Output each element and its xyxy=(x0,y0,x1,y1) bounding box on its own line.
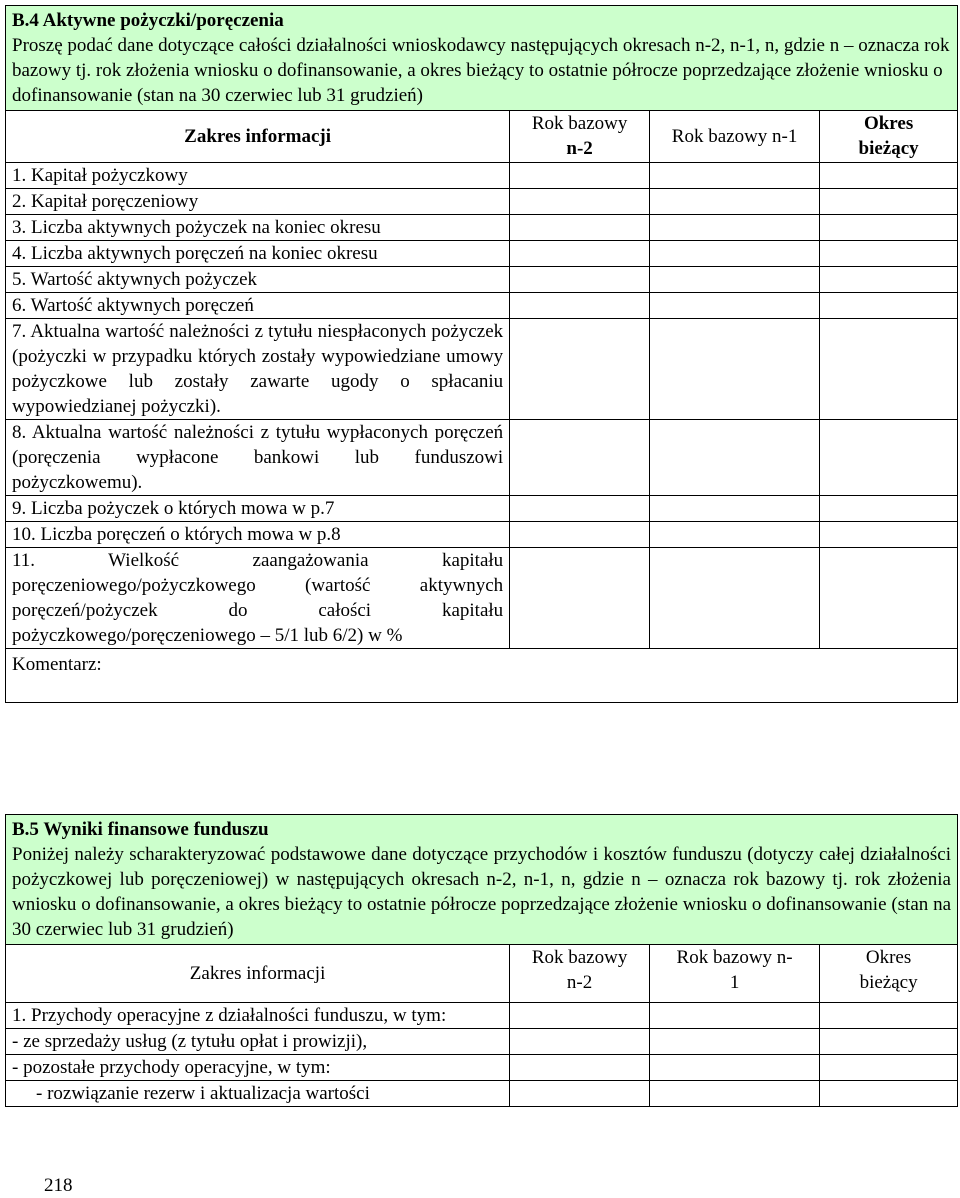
cell-n1[interactable] xyxy=(650,293,820,319)
cell-n2[interactable] xyxy=(510,319,650,420)
table-row-label: - ze sprzedaży usług (z tytułu opłat i prowizji), xyxy=(6,1029,510,1055)
cell-current[interactable] xyxy=(820,1003,958,1029)
table-row-label: 1. Przychody operacyjne z działalności funduszu, w tym: xyxy=(6,1003,510,1029)
section-b5-title: B.5 Wyniki finansowe funduszu xyxy=(12,819,269,840)
section-b4-intro: Proszę podać dane dotyczące całości działalności wnioskodawcy następujących okresach n-2, n-1, n, gdzie n – oznacza rok bazowy tj. rok złożenia wniosku o dofinansowanie, a okres bieżący to ostatnie półrocze poprzedzające złożenie wniosku o dofinansowanie (stan na 30 czerwiec lub 31 grudzień) xyxy=(12,35,950,106)
table-row-label: 3. Liczba aktywnych pożyczek na koniec okresu xyxy=(6,215,510,241)
header-col-n2: Rok bazowy n-2 xyxy=(510,945,650,1003)
cell-n2[interactable] xyxy=(510,1081,650,1107)
table-row-label: 6. Wartość aktywnych poręczeń xyxy=(6,293,510,319)
header-col-current: Okres bieżący xyxy=(820,111,958,163)
table-row-label: 8. Aktualna wartość należności z tytułu wypłaconych poręczeń (poręczenia wypłacone bankowi lub funduszowi pożyczkowemu). xyxy=(6,420,510,496)
table-row-label: - pozostałe przychody operacyjne, w tym: xyxy=(6,1055,510,1081)
cell-current[interactable] xyxy=(820,1029,958,1055)
cell-current[interactable] xyxy=(820,1055,958,1081)
table-row-label: 7. Aktualna wartość należności z tytułu niespłaconych pożyczek (pożyczki w przypadku których zostały wypowiedziane umowy pożyczkowe lub zostały zawarte ugody o spłacaniu wypowiedzianej pożyczki). xyxy=(6,319,510,420)
cell-current[interactable] xyxy=(820,293,958,319)
header-scope: Zakres informacji xyxy=(6,945,510,1003)
comment-label: Komentarz: xyxy=(12,654,102,675)
table-row-label: 4. Liczba aktywnych poręczeń na koniec okresu xyxy=(6,241,510,267)
cell-n1[interactable] xyxy=(650,1081,820,1107)
cell-n1[interactable] xyxy=(650,189,820,215)
cell-current[interactable] xyxy=(820,496,958,522)
cell-n2[interactable] xyxy=(510,1029,650,1055)
cell-n2[interactable] xyxy=(510,1003,650,1029)
header-col-n1: Rok bazowy n-1 xyxy=(650,111,820,163)
cell-current[interactable] xyxy=(820,1081,958,1107)
table-row-label: 1. Kapitał pożyczkowy xyxy=(6,163,510,189)
header-col-n1: Rok bazowy n- 1 xyxy=(650,945,820,1003)
cell-n2[interactable] xyxy=(510,267,650,293)
section-b4-header xyxy=(6,6,958,111)
section-b4-title: B.4 Aktywne pożyczki/poręczenia xyxy=(12,10,284,31)
cell-current[interactable] xyxy=(820,163,958,189)
cell-n1[interactable] xyxy=(650,267,820,293)
cell-n1[interactable] xyxy=(650,1029,820,1055)
cell-current[interactable] xyxy=(820,548,958,649)
cell-current[interactable] xyxy=(820,319,958,420)
comment-field[interactable] xyxy=(6,649,958,703)
cell-current[interactable] xyxy=(820,522,958,548)
table-row-label: 9. Liczba pożyczek o których mowa w p.7 xyxy=(6,496,510,522)
cell-current[interactable] xyxy=(820,189,958,215)
cell-current[interactable] xyxy=(820,241,958,267)
cell-n2[interactable] xyxy=(510,548,650,649)
cell-n2[interactable] xyxy=(510,420,650,496)
cell-n2[interactable] xyxy=(510,241,650,267)
table-row-label: 2. Kapitał poręczeniowy xyxy=(6,189,510,215)
cell-current[interactable] xyxy=(820,267,958,293)
cell-n1[interactable] xyxy=(650,1003,820,1029)
cell-n2[interactable] xyxy=(510,189,650,215)
cell-n1[interactable] xyxy=(650,420,820,496)
cell-n1[interactable] xyxy=(650,241,820,267)
section-b4-table xyxy=(5,5,958,703)
cell-n2[interactable] xyxy=(510,215,650,241)
cell-n2[interactable] xyxy=(510,496,650,522)
cell-n2[interactable] xyxy=(510,522,650,548)
section-b5-table xyxy=(5,814,958,1107)
page-number: 218 xyxy=(44,1175,73,1196)
cell-n1[interactable] xyxy=(650,319,820,420)
table-row-label: 5. Wartość aktywnych pożyczek xyxy=(6,267,510,293)
table-row-label: 11. Wielkość zaangażowania kapitału poręczeniowego/pożyczkowego (wartość aktywnych poręczeń/pożyczek do całości kapitału pożyczkowego/poręczeniowego – 5/1 lub 6/2) w % xyxy=(6,548,510,649)
header-col-current: Okres bieżący xyxy=(820,945,958,1003)
header-col-n2: Rok bazowy n-2 xyxy=(510,111,650,163)
cell-n2[interactable] xyxy=(510,163,650,189)
cell-n1[interactable] xyxy=(650,522,820,548)
cell-n2[interactable] xyxy=(510,293,650,319)
cell-n1[interactable] xyxy=(650,548,820,649)
cell-n1[interactable] xyxy=(650,1055,820,1081)
cell-current[interactable] xyxy=(820,420,958,496)
cell-n1[interactable] xyxy=(650,163,820,189)
cell-n1[interactable] xyxy=(650,215,820,241)
cell-current[interactable] xyxy=(820,215,958,241)
section-b5-intro: Poniżej należy scharakteryzować podstawowe dane dotyczące przychodów i kosztów funduszu (dotyczy całej działalności pożyczkowej lub poręczeniowej) w następujących okresach n-2, n-1, n, gdzie n – oznacza rok bazowy tj. rok złożenia wniosku o dofinansowanie, a okres bieżący to ostatnie półrocze poprzedzające złożenie wniosku o dofinansowanie (stan na 30 czerwiec lub 31 grudzień) xyxy=(12,844,951,940)
cell-n1[interactable] xyxy=(650,496,820,522)
table-row-label: 10. Liczba poręczeń o których mowa w p.8 xyxy=(6,522,510,548)
header-scope: Zakres informacji xyxy=(6,111,510,163)
cell-n2[interactable] xyxy=(510,1055,650,1081)
table-row-label: - rozwiązanie rezerw i aktualizacja wartości xyxy=(6,1081,510,1107)
section-b5-header xyxy=(6,815,958,945)
